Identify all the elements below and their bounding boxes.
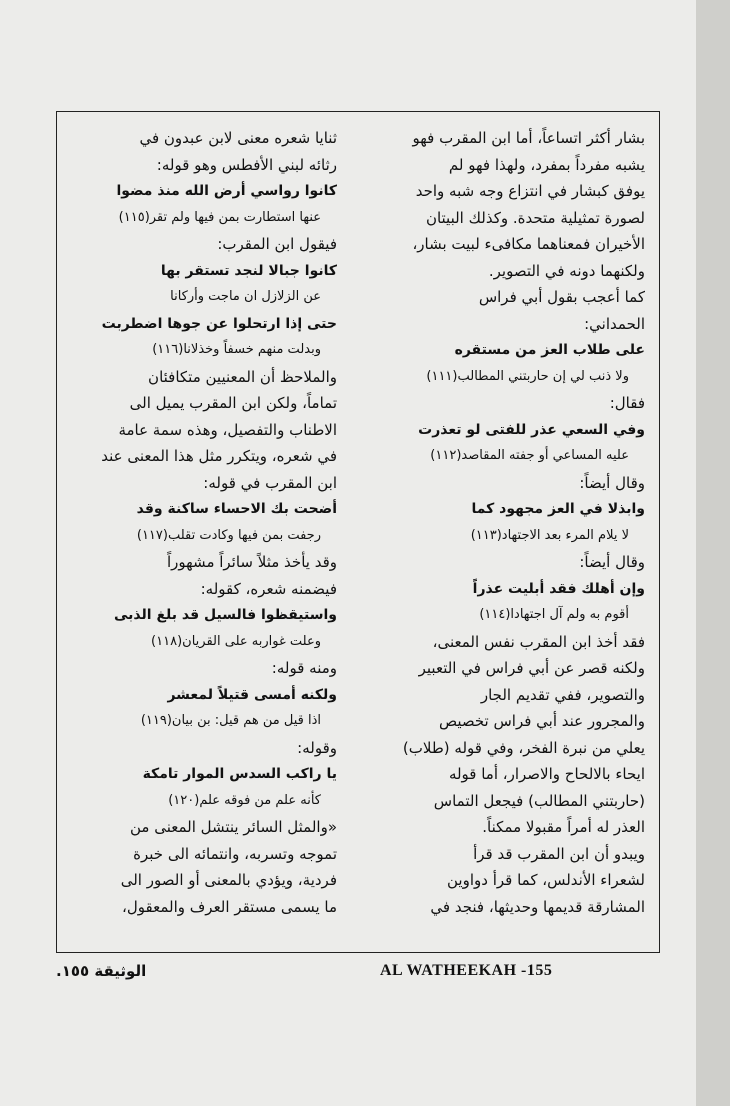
verse-line: كانوا رواسي أرض الله منذ مضوا: [116, 183, 337, 199]
text-line: ولكنه قصر عن أبي فراس في التعبير: [418, 659, 645, 677]
text-line: في شعره، ويتكرر مثل هذا المعنى عند: [101, 447, 337, 465]
text-line: فيقول ابن المقرب:: [217, 235, 337, 253]
text-frame: [56, 111, 660, 953]
verse-line: أقوم به ولم آل اجتهادا(١١٤): [479, 607, 629, 622]
verse-line: أضحت بك الاحساء ساكنة وقد: [136, 501, 337, 517]
footer-english-page-label: AL WATHEEKAH -155: [380, 962, 553, 979]
text-line: ويبدو أن ابن المقرب قد قرأ: [473, 844, 645, 863]
verse-line: وابذلا في العز مجهود كما: [471, 501, 645, 517]
text-line: رثائه لبني الأفطس وهو قوله:: [156, 155, 337, 174]
verse-line: كانوا جبالا لنجد تستقر بها: [160, 262, 337, 279]
text-line: ما يسمى مستقر العرف والمعقول،: [122, 897, 337, 916]
verse-line: عنها استطارت بمن فيها ولم تقر(١١٥): [118, 209, 321, 225]
verse-line: يا راكب السدس الموار تامكة: [142, 766, 337, 782]
right-text-column: [383, 125, 645, 920]
text-line: وقد يأخذ مثلاً سائراً مشهوراً: [166, 553, 337, 571]
text-line: وقال أيضاً:: [579, 553, 645, 571]
text-line: يعلي من نبرة الفخر، وفي قوله (طلاب): [402, 738, 645, 757]
text-line: ايحاء بالالحاح والاصرار، أما قوله: [448, 765, 645, 783]
verse-line: كأنه علم من فوقه علم(١٢٠): [168, 792, 321, 808]
text-line: لصورة تمثيلية متحدة. وكذلك البيتان: [425, 208, 645, 227]
text-line: ابن المقرب في قوله:: [203, 473, 337, 492]
verse-line: رجفت بمن فيها وكادت تقلب(١١٧): [136, 527, 321, 543]
verse-line: حتى إذا ارتحلوا عن جوها اضطربت: [101, 315, 337, 332]
text-line: وقوله:: [297, 738, 337, 757]
left-text-column: [69, 125, 337, 920]
text-line: والملاحظ أن المعنيين متكافئان: [148, 367, 337, 386]
text-line: فردية، ويؤدي بالمعنى أو الصور الى: [120, 871, 337, 889]
text-line: تموجه وتسربه، وانتمائه الى خبرة: [133, 844, 337, 863]
text-line: لشعراء الأندلس، كما قرأ دواوين: [447, 871, 645, 889]
text-line: الاطناب والتفصيل، وهذه سمة عامة: [118, 420, 337, 439]
verse-line: ولكنه أمسى قتيلاً لمعشر: [167, 686, 337, 703]
text-line: «والمثل السائر ينتشل المعنى من: [129, 818, 337, 836]
text-line: والتصوير، ففي تقديم الجار: [480, 685, 645, 704]
verse-line: عليه المساعي أو جفته المقاصد(١١٢): [430, 448, 629, 463]
text-line: فقال:: [609, 394, 645, 412]
verse-line: وبدلت منهم خسفاً وخذلانا(١١٦): [152, 342, 321, 357]
text-line: الأخيران فمعناهما مكافىء لبيت بشار،: [412, 235, 645, 253]
page-gutter: [696, 0, 730, 1106]
text-line: يشبه مفرداً بمفرد، ولهذا فهو لم: [448, 155, 645, 174]
text-line: (حاربتني المطالب) فيجعل التماس: [433, 791, 645, 810]
text-line: ولكنهما دونه في التصوير.: [488, 261, 645, 280]
text-line: العذر له أمراً مقبولا ممكناً.: [482, 818, 645, 836]
verse-line: واستيقظوا فالسيل قد بلغ الذبى: [114, 607, 337, 623]
text-line: يوفق كبشار في انتزاع وجه شبه واحد: [415, 182, 645, 200]
text-line: فقد أخذ ابن المقرب نفس المعنى،: [432, 632, 645, 651]
text-line: فيضمنه شعره، كقوله:: [200, 579, 337, 598]
verse-line: لا يلام المرء بعد الاجتهاد(١١٣): [470, 527, 629, 543]
text-line: تماماً، ولكن ابن المقرب يميل الى: [129, 394, 337, 412]
verse-line: عن الزلازل ان ماجت وأركانا: [170, 289, 321, 304]
verse-line: ولا ذنب لي إن حاربتني المطالب(١١١): [426, 368, 629, 384]
verse-line: وعلت غواربه على القريان(١١٨): [151, 633, 321, 649]
text-line: ومنه قوله:: [271, 659, 337, 677]
verse-line: وإن أهلك فقد أبليت عذراً: [472, 580, 645, 597]
text-line: وقال أيضاً:: [579, 473, 645, 492]
text-line: ثنايا شعره معنى لابن عبدون في: [139, 129, 337, 147]
footer-arabic-page-label: الوثيقة ١٥٥.: [56, 962, 147, 980]
text-line: كما أعجب بقول أبي فراس: [478, 288, 645, 306]
text-line: الحمداني:: [584, 314, 645, 333]
text-line: والمجرور عند أبي فراس تخصيص: [438, 712, 645, 730]
text-line: بشار أكثر اتساعاً، أما ابن المقرب فهو: [412, 129, 645, 147]
verse-line: اذا قيل من هم قيل: بن بيان(١١٩): [140, 713, 321, 728]
verse-line: وفي السعي عذر للفتى لو تعذرت: [418, 421, 645, 438]
text-line: المشارقة قديمها وحديثها، فنجد في: [430, 897, 645, 916]
verse-line: على طلاب العز من مستقره: [454, 342, 645, 358]
